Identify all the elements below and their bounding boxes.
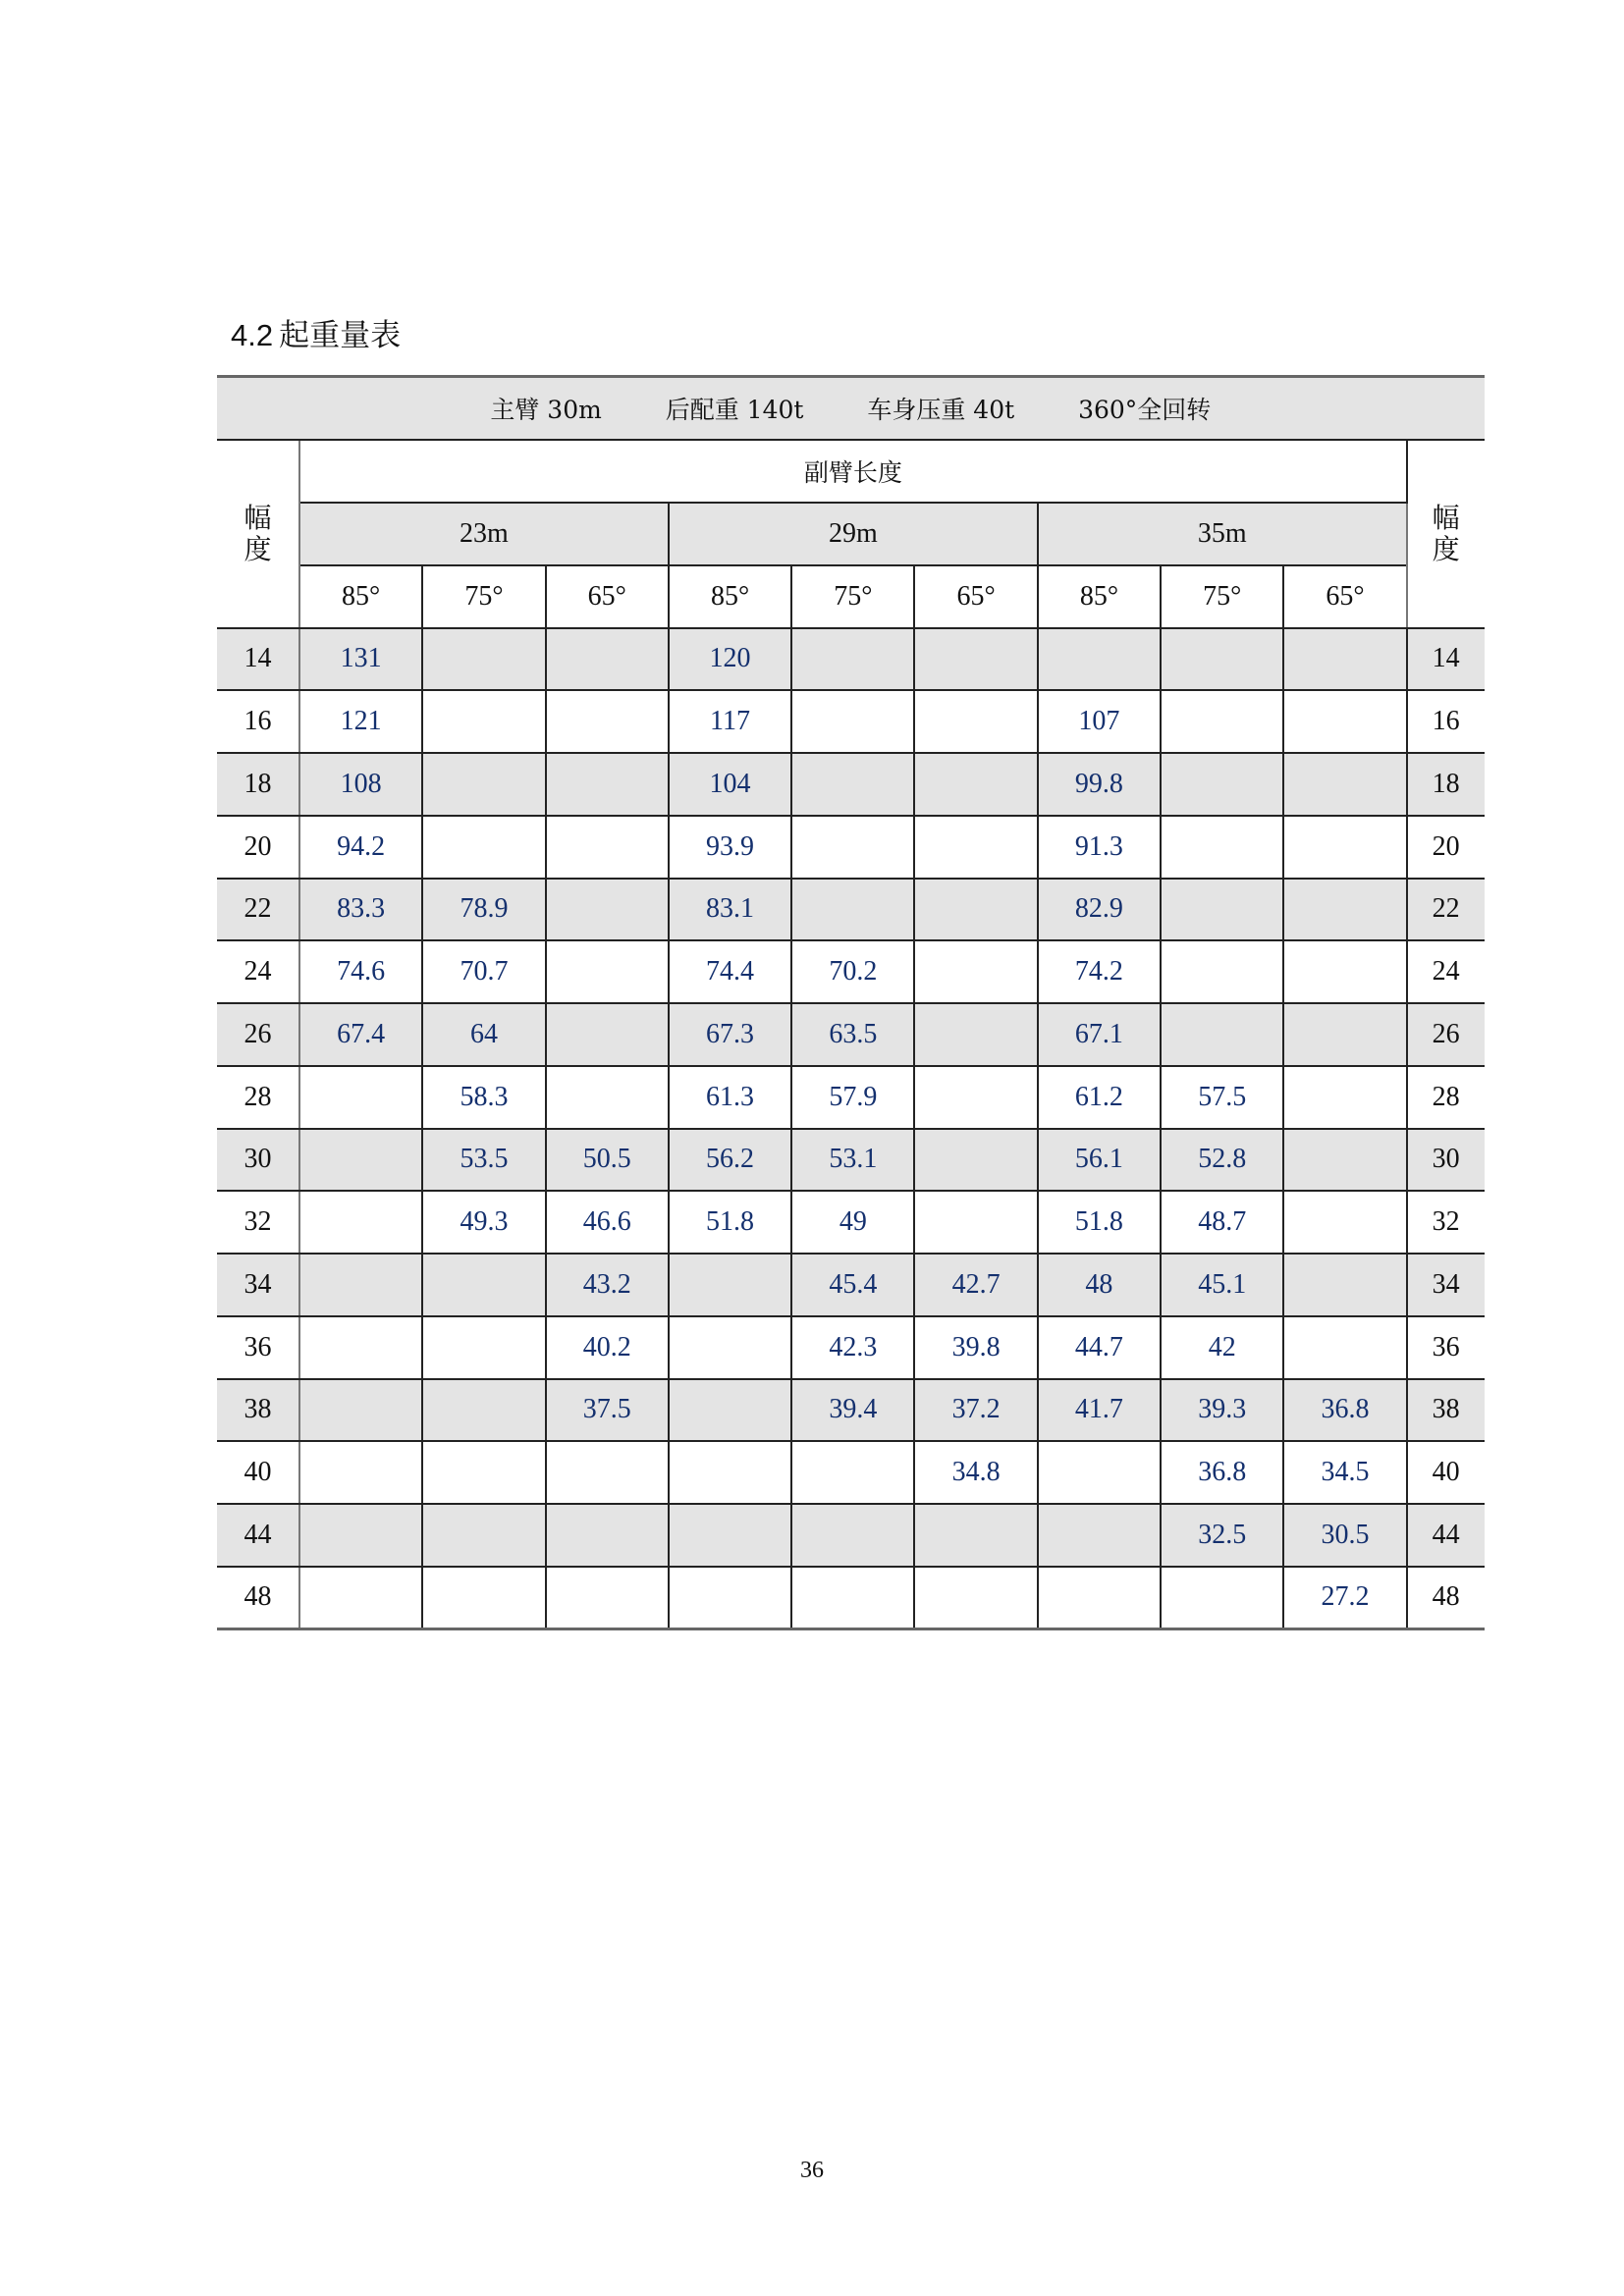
section-number: 4.2	[231, 318, 274, 352]
capacity-cell	[546, 1567, 669, 1629]
capacity-cell: 61.2	[1038, 1066, 1161, 1129]
capacity-cell	[1161, 1567, 1283, 1629]
jib-length-header-row	[217, 440, 1485, 503]
capacity-cell	[1283, 1003, 1406, 1066]
capacity-cell: 64	[422, 1003, 545, 1066]
load-chart-table	[217, 375, 1485, 1630]
capacity-cell: 49	[791, 1191, 914, 1254]
capacity-cell	[914, 879, 1037, 941]
capacity-cell: 70.2	[791, 940, 914, 1003]
capacity-cell	[669, 1567, 791, 1629]
capacity-cell: 40.2	[546, 1316, 669, 1379]
radius-cell-left: 18	[217, 753, 299, 816]
capacity-cell	[914, 1066, 1037, 1129]
capacity-cell	[299, 1379, 422, 1442]
table-row	[217, 940, 1485, 1003]
capacity-cell: 53.1	[791, 1129, 914, 1192]
capacity-cell: 121	[299, 690, 422, 753]
jib-lengths-row	[217, 503, 1485, 565]
table-row	[217, 1441, 1485, 1504]
capacity-cell	[914, 690, 1037, 753]
capacity-cell: 56.2	[669, 1129, 791, 1192]
capacity-cell: 27.2	[1283, 1567, 1406, 1629]
capacity-cell: 107	[1038, 690, 1161, 753]
capacity-cell: 67.3	[669, 1003, 791, 1066]
angle-header: 65°	[546, 565, 669, 628]
capacity-cell	[299, 1316, 422, 1379]
table-row	[217, 753, 1485, 816]
capacity-cell: 131	[299, 628, 422, 691]
capacity-cell	[791, 879, 914, 941]
radius-cell-left: 16	[217, 690, 299, 753]
capacity-cell: 57.9	[791, 1066, 914, 1129]
radius-cell-left: 34	[217, 1254, 299, 1316]
radius-cell-left: 44	[217, 1504, 299, 1567]
capacity-cell	[1283, 1129, 1406, 1192]
capacity-cell: 37.2	[914, 1379, 1037, 1442]
angle-header: 85°	[299, 565, 422, 628]
capacity-cell	[422, 628, 545, 691]
config-slewing: 360°全回转	[1078, 395, 1212, 424]
capacity-cell	[299, 1191, 422, 1254]
radius-cell-right: 20	[1407, 816, 1485, 879]
capacity-cell	[914, 1567, 1037, 1629]
capacity-cell	[546, 690, 669, 753]
jib-length-35m: 35m	[1038, 503, 1407, 565]
capacity-cell	[546, 1504, 669, 1567]
angle-header: 85°	[669, 565, 791, 628]
capacity-cell	[299, 1441, 422, 1504]
angle-header: 75°	[1161, 565, 1283, 628]
capacity-cell	[914, 1191, 1037, 1254]
capacity-cell	[422, 1504, 545, 1567]
capacity-cell: 94.2	[299, 816, 422, 879]
table-row	[217, 1567, 1485, 1629]
radius-header-left: 幅 度	[217, 440, 299, 628]
capacity-cell	[1283, 1066, 1406, 1129]
capacity-cell: 45.1	[1161, 1254, 1283, 1316]
capacity-cell: 51.8	[1038, 1191, 1161, 1254]
capacity-cell	[546, 879, 669, 941]
angle-header: 65°	[1283, 565, 1406, 628]
capacity-cell	[546, 1066, 669, 1129]
capacity-cell	[669, 1504, 791, 1567]
capacity-cell	[1161, 940, 1283, 1003]
capacity-cell: 70.7	[422, 940, 545, 1003]
angle-header: 65°	[914, 565, 1037, 628]
capacity-cell	[1283, 753, 1406, 816]
radius-cell-left: 28	[217, 1066, 299, 1129]
table-row	[217, 1003, 1485, 1066]
capacity-cell	[791, 1504, 914, 1567]
capacity-cell	[422, 690, 545, 753]
capacity-cell: 83.3	[299, 879, 422, 941]
radius-cell-left: 14	[217, 628, 299, 691]
radius-cell-left: 36	[217, 1316, 299, 1379]
capacity-cell	[299, 1504, 422, 1567]
config-cell	[217, 377, 1485, 440]
capacity-cell	[546, 628, 669, 691]
capacity-cell	[914, 1129, 1037, 1192]
capacity-cell	[422, 816, 545, 879]
capacity-cell	[914, 940, 1037, 1003]
jib-length-23m: 23m	[299, 503, 669, 565]
capacity-cell	[546, 816, 669, 879]
config-main-boom: 主臂 30m	[490, 395, 602, 424]
capacity-cell	[1283, 816, 1406, 879]
config-body-ballast: 车身压重 40t	[867, 395, 1015, 424]
section-title-text: 起重量表	[279, 318, 402, 353]
table-row	[217, 1129, 1485, 1192]
capacity-cell	[1161, 816, 1283, 879]
capacity-cell	[1038, 1567, 1161, 1629]
capacity-cell	[422, 1316, 545, 1379]
config-counterweight: 后配重 140t	[665, 395, 804, 424]
table-row	[217, 1066, 1485, 1129]
page-number: 36	[800, 2158, 824, 2183]
capacity-cell	[1283, 1191, 1406, 1254]
capacity-cell: 58.3	[422, 1066, 545, 1129]
capacity-cell	[914, 1003, 1037, 1066]
capacity-cell: 108	[299, 753, 422, 816]
capacity-cell: 56.1	[1038, 1129, 1161, 1192]
capacity-cell	[914, 753, 1037, 816]
capacity-cell: 117	[669, 690, 791, 753]
radius-cell-left: 48	[217, 1567, 299, 1629]
capacity-cell: 42.3	[791, 1316, 914, 1379]
capacity-cell: 91.3	[1038, 816, 1161, 879]
radius-header-right: 幅 度	[1407, 440, 1485, 628]
radius-cell-right: 32	[1407, 1191, 1485, 1254]
radius-cell-left: 24	[217, 940, 299, 1003]
capacity-cell: 104	[669, 753, 791, 816]
capacity-cell: 57.5	[1161, 1066, 1283, 1129]
capacity-cell: 46.6	[546, 1191, 669, 1254]
capacity-cell: 34.8	[914, 1441, 1037, 1504]
radius-cell-right: 48	[1407, 1567, 1485, 1629]
radius-cell-right: 34	[1407, 1254, 1485, 1316]
capacity-cell: 82.9	[1038, 879, 1161, 941]
capacity-cell: 74.4	[669, 940, 791, 1003]
angles-row	[217, 565, 1485, 628]
capacity-cell: 120	[669, 628, 791, 691]
capacity-cell: 45.4	[791, 1254, 914, 1316]
table-row	[217, 1191, 1485, 1254]
radius-cell-right: 38	[1407, 1379, 1485, 1442]
capacity-cell: 67.1	[1038, 1003, 1161, 1066]
table-row	[217, 879, 1485, 941]
capacity-cell: 78.9	[422, 879, 545, 941]
capacity-cell	[422, 1254, 545, 1316]
capacity-cell	[546, 940, 669, 1003]
capacity-cell	[669, 1379, 791, 1442]
capacity-cell: 52.8	[1161, 1129, 1283, 1192]
capacity-cell: 50.5	[546, 1129, 669, 1192]
capacity-cell: 83.1	[669, 879, 791, 941]
capacity-cell	[422, 753, 545, 816]
section-title	[231, 316, 401, 355]
capacity-cell	[422, 1567, 545, 1629]
capacity-cell	[1283, 690, 1406, 753]
capacity-cell: 48	[1038, 1254, 1161, 1316]
capacity-cell: 36.8	[1283, 1379, 1406, 1442]
radius-cell-left: 22	[217, 879, 299, 941]
capacity-cell	[791, 753, 914, 816]
capacity-cell	[1161, 690, 1283, 753]
capacity-cell	[546, 1441, 669, 1504]
capacity-cell	[1283, 628, 1406, 691]
radius-cell-left: 40	[217, 1441, 299, 1504]
capacity-cell: 67.4	[299, 1003, 422, 1066]
angle-header: 75°	[791, 565, 914, 628]
capacity-cell	[299, 1066, 422, 1129]
capacity-cell	[791, 628, 914, 691]
capacity-cell	[1161, 628, 1283, 691]
radius-cell-right: 16	[1407, 690, 1485, 753]
capacity-cell	[669, 1316, 791, 1379]
radius-cell-right: 24	[1407, 940, 1485, 1003]
radius-cell-right: 18	[1407, 753, 1485, 816]
capacity-cell: 42.7	[914, 1254, 1037, 1316]
table-row	[217, 1504, 1485, 1567]
capacity-cell: 30.5	[1283, 1504, 1406, 1567]
table-row	[217, 690, 1485, 753]
radius-cell-right: 40	[1407, 1441, 1485, 1504]
capacity-cell	[1038, 1504, 1161, 1567]
radius-cell-left: 30	[217, 1129, 299, 1192]
radius-cell-right: 36	[1407, 1316, 1485, 1379]
jib-length-29m: 29m	[669, 503, 1038, 565]
radius-cell-left: 32	[217, 1191, 299, 1254]
capacity-cell: 32.5	[1161, 1504, 1283, 1567]
capacity-cell	[791, 816, 914, 879]
capacity-cell	[669, 1254, 791, 1316]
capacity-cell: 93.9	[669, 816, 791, 879]
radius-cell-right: 26	[1407, 1003, 1485, 1066]
capacity-cell: 44.7	[1038, 1316, 1161, 1379]
capacity-cell	[422, 1441, 545, 1504]
capacity-cell	[1161, 753, 1283, 816]
angle-header: 75°	[422, 565, 545, 628]
capacity-cell: 42	[1161, 1316, 1283, 1379]
capacity-cell	[299, 1254, 422, 1316]
capacity-cell	[791, 1567, 914, 1629]
capacity-cell: 61.3	[669, 1066, 791, 1129]
capacity-cell: 48.7	[1161, 1191, 1283, 1254]
capacity-cell	[299, 1129, 422, 1192]
capacity-cell: 51.8	[669, 1191, 791, 1254]
capacity-cell	[791, 690, 914, 753]
capacity-cell: 41.7	[1038, 1379, 1161, 1442]
capacity-cell	[546, 1003, 669, 1066]
capacity-cell	[791, 1441, 914, 1504]
capacity-cell: 39.4	[791, 1379, 914, 1442]
table-row	[217, 628, 1485, 691]
table-row	[217, 816, 1485, 879]
capacity-cell: 36.8	[1161, 1441, 1283, 1504]
capacity-cell	[1161, 879, 1283, 941]
radius-cell-right: 44	[1407, 1504, 1485, 1567]
config-row	[217, 377, 1485, 440]
capacity-cell: 49.3	[422, 1191, 545, 1254]
capacity-cell	[1038, 628, 1161, 691]
capacity-cell	[1161, 1003, 1283, 1066]
radius-cell-right: 28	[1407, 1066, 1485, 1129]
radius-cell-right: 14	[1407, 628, 1485, 691]
capacity-cell	[1283, 1316, 1406, 1379]
capacity-cell	[546, 753, 669, 816]
radius-cell-left: 26	[217, 1003, 299, 1066]
capacity-cell: 53.5	[422, 1129, 545, 1192]
table-row	[217, 1379, 1485, 1442]
radius-cell-left: 38	[217, 1379, 299, 1442]
capacity-cell	[1283, 940, 1406, 1003]
capacity-cell: 39.3	[1161, 1379, 1283, 1442]
capacity-cell	[299, 1567, 422, 1629]
jib-length-label: 副臂长度	[299, 440, 1407, 503]
capacity-cell	[422, 1379, 545, 1442]
capacity-cell: 74.2	[1038, 940, 1161, 1003]
radius-cell-left: 20	[217, 816, 299, 879]
capacity-cell	[914, 816, 1037, 879]
capacity-cell	[1038, 1441, 1161, 1504]
capacity-cell: 39.8	[914, 1316, 1037, 1379]
capacity-cell: 63.5	[791, 1003, 914, 1066]
capacity-cell	[914, 628, 1037, 691]
radius-cell-right: 22	[1407, 879, 1485, 941]
angle-header: 85°	[1038, 565, 1161, 628]
capacity-cell: 37.5	[546, 1379, 669, 1442]
radius-cell-right: 30	[1407, 1129, 1485, 1192]
capacity-cell	[669, 1441, 791, 1504]
capacity-cell: 99.8	[1038, 753, 1161, 816]
capacity-cell: 34.5	[1283, 1441, 1406, 1504]
table-row	[217, 1316, 1485, 1379]
capacity-cell: 74.6	[299, 940, 422, 1003]
capacity-cell	[1283, 1254, 1406, 1316]
capacity-cell	[914, 1504, 1037, 1567]
capacity-cell: 43.2	[546, 1254, 669, 1316]
table-row	[217, 1254, 1485, 1316]
capacity-cell	[1283, 879, 1406, 941]
